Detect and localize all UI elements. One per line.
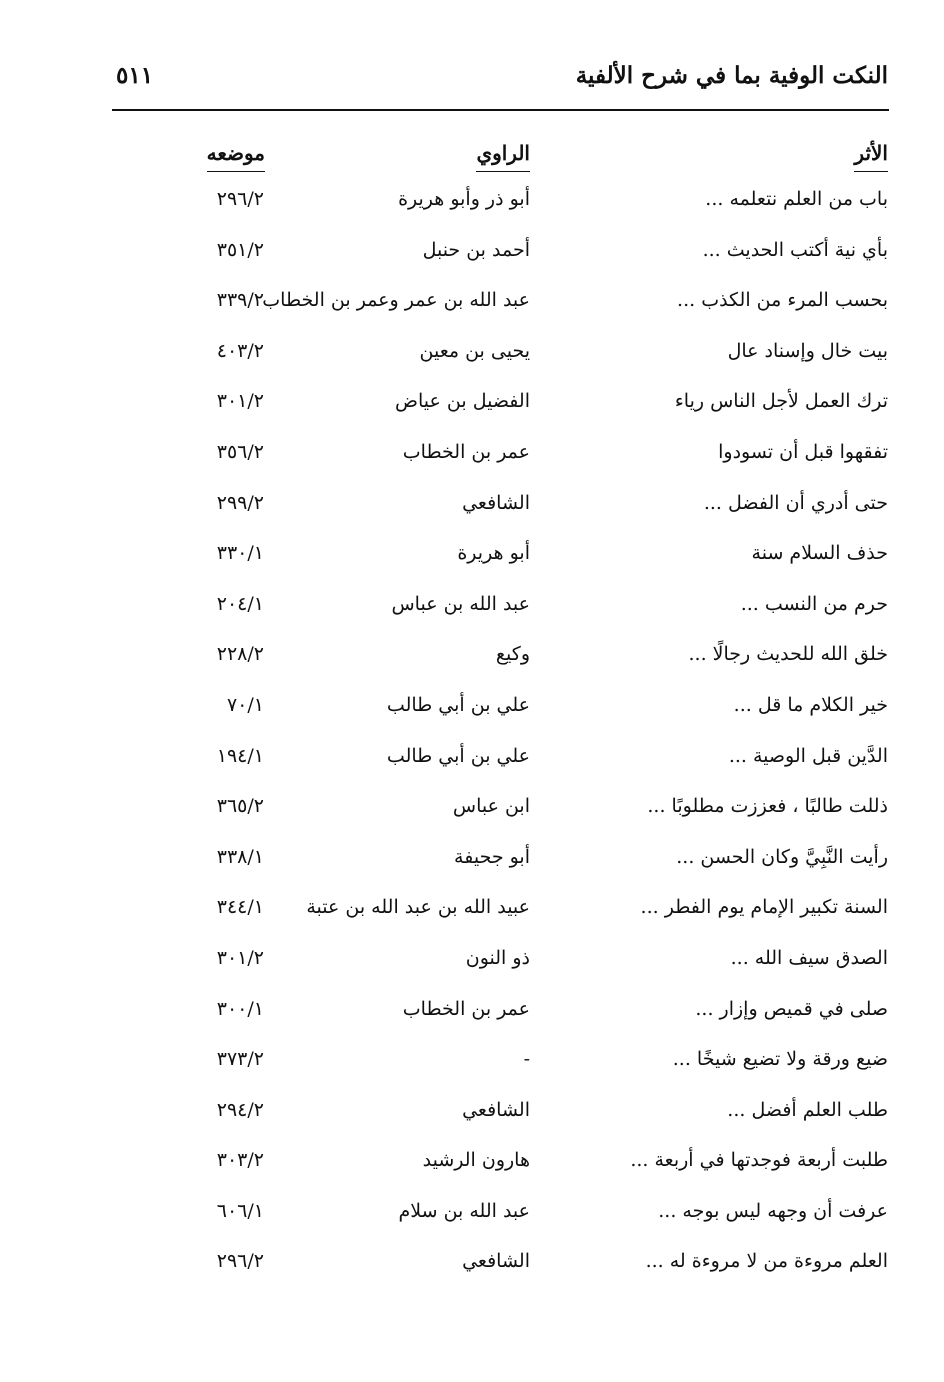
table-row [0, 1143, 944, 1194]
page-number: ٥١١ [116, 62, 154, 89]
rawi-cell: - [523, 1048, 530, 1071]
rawi-cell: عمر بن الخطاب [402, 440, 530, 463]
table-row [0, 840, 944, 891]
rawi-cell: ذو النون [465, 946, 530, 969]
athar-cell: رأيت النَّبِيَّ وكان الحسن ... [676, 845, 888, 868]
rawi-cell: الفضيل بن عياض [395, 390, 530, 413]
rawi-cell: الشافعي [462, 1098, 530, 1121]
location-cell: ٣٠١/٢ [216, 946, 264, 969]
location-cell: ١٩٤/١ [216, 744, 264, 767]
athar-cell: حرم من النسب ... [740, 592, 888, 615]
athar-cell: عرفت أن وجهه ليس بوجه ... [658, 1199, 888, 1222]
location-cell: ٤٠٣/٢ [216, 339, 264, 362]
table-row [0, 1244, 944, 1295]
athar-cell: ذللت طالبًا ، فعززت مطلوبًا ... [647, 795, 888, 818]
location-cell: ٢٩٦/٢ [216, 1250, 264, 1273]
rawi-cell: أبو هريرة [457, 542, 530, 565]
table-row [0, 637, 944, 688]
table-row [0, 1194, 944, 1245]
location-cell: ٢٢٨/٢ [216, 643, 264, 666]
location-cell: ٣٠٠/١ [216, 997, 264, 1020]
column-header-rawi: الراوي [476, 141, 530, 172]
athar-cell: خلق الله للحديث رجالًا ... [688, 643, 888, 666]
column-header-athar: الأثر [854, 141, 888, 172]
rawi-cell: هارون الرشيد [422, 1149, 530, 1172]
athar-index-table [0, 182, 944, 1295]
location-cell: ٣٣٠/١ [216, 542, 264, 565]
rawi-cell: عبد الله بن عباس [391, 592, 530, 615]
rawi-cell: الشافعي [462, 491, 530, 514]
location-cell: ٣٣٩/٢ [216, 289, 264, 312]
table-row [0, 435, 944, 486]
table-row [0, 182, 944, 233]
athar-cell: العلم مروءة من لا مروءة له ... [645, 1250, 888, 1273]
rawi-cell: الشافعي [462, 1250, 530, 1273]
location-cell: ٢٩٦/٢ [216, 188, 264, 210]
location-cell: ٧٠/١ [226, 693, 264, 716]
rawi-cell: عبد الله بن عمر وعمر بن الخطاب [262, 289, 530, 312]
location-cell: ٢٩٩/٢ [216, 491, 264, 514]
athar-cell: طلب العلم أفضل ... [727, 1098, 888, 1121]
location-cell: ٣٦٥/٢ [216, 795, 264, 818]
athar-cell: حذف السلام سنة [751, 542, 888, 565]
athar-cell: بحسب المرء من الكذب ... [677, 289, 888, 312]
athar-cell: خير الكلام ما قل ... [733, 693, 888, 716]
table-row [0, 536, 944, 587]
rawi-cell: علي بن أبي طالب [386, 693, 530, 716]
athar-cell: الصدق سيف الله ... [730, 946, 888, 969]
athar-cell: بيت خال وإسناد عال [727, 339, 888, 362]
rawi-cell: أبو ذر وأبو هريرة [398, 188, 530, 210]
rawi-cell: عبيد الله بن عبد الله بن عتبة [306, 896, 530, 919]
rawi-cell: عبد الله بن سلام [398, 1199, 530, 1222]
location-cell: ٣٥١/٢ [216, 238, 264, 261]
location-cell: ٣٤٤/١ [216, 896, 264, 919]
table-row [0, 890, 944, 941]
location-cell: ٣٠٣/٢ [216, 1149, 264, 1172]
rawi-cell: ابن عباس [452, 795, 530, 818]
table-row [0, 1042, 944, 1093]
table-row [0, 1093, 944, 1144]
table-row [0, 384, 944, 435]
rawi-cell: أبو جحيفة [454, 845, 530, 868]
athar-cell: بأي نية أكتب الحديث ... [702, 238, 888, 261]
header-rule [112, 109, 889, 111]
athar-cell: الدَّين قبل الوصية ... [728, 744, 888, 767]
athar-cell: حتى أدري أن الفضل ... [703, 491, 888, 514]
location-cell: ٣٠١/٢ [216, 390, 264, 413]
location-cell: ٢٠٤/١ [216, 592, 264, 615]
table-row [0, 789, 944, 840]
athar-cell: تفقهوا قبل أن تسودوا [718, 440, 888, 463]
table-row [0, 334, 944, 385]
rawi-cell: يحيى بن معين [419, 339, 530, 362]
table-row [0, 233, 944, 284]
table-row [0, 486, 944, 537]
column-header-location: موضعه [207, 141, 265, 172]
athar-cell: ترك العمل لأجل الناس رياء [674, 390, 888, 413]
location-cell: ٣٥٦/٢ [216, 440, 264, 463]
location-cell: ٣٧٣/٢ [216, 1048, 264, 1071]
table-row [0, 587, 944, 638]
table-row [0, 688, 944, 739]
athar-cell: ضيع ورقة ولا تضيع شيخًا ... [672, 1048, 888, 1071]
location-cell: ٦٠٦/١ [216, 1199, 264, 1222]
page-header [112, 62, 888, 102]
athar-cell: باب من العلم نتعلمه ... [705, 188, 888, 210]
location-cell: ٣٣٨/١ [216, 845, 264, 868]
rawi-cell: علي بن أبي طالب [386, 744, 530, 767]
rawi-cell: وكيع [495, 643, 530, 666]
location-cell: ٢٩٤/٢ [216, 1098, 264, 1121]
athar-cell: السنة تكبير الإمام يوم الفطر ... [640, 896, 888, 919]
athar-cell: صلى في قميص وإزار ... [695, 997, 888, 1020]
table-row [0, 992, 944, 1043]
table-row [0, 941, 944, 992]
book-title: النكت الوفية بما في شرح الألفية [575, 62, 888, 89]
athar-cell: طلبت أربعة فوجدتها في أربعة ... [630, 1149, 888, 1172]
table-row [0, 739, 944, 790]
rawi-cell: عمر بن الخطاب [402, 997, 530, 1020]
rawi-cell: أحمد بن حنبل [422, 238, 530, 261]
table-row [0, 283, 944, 334]
